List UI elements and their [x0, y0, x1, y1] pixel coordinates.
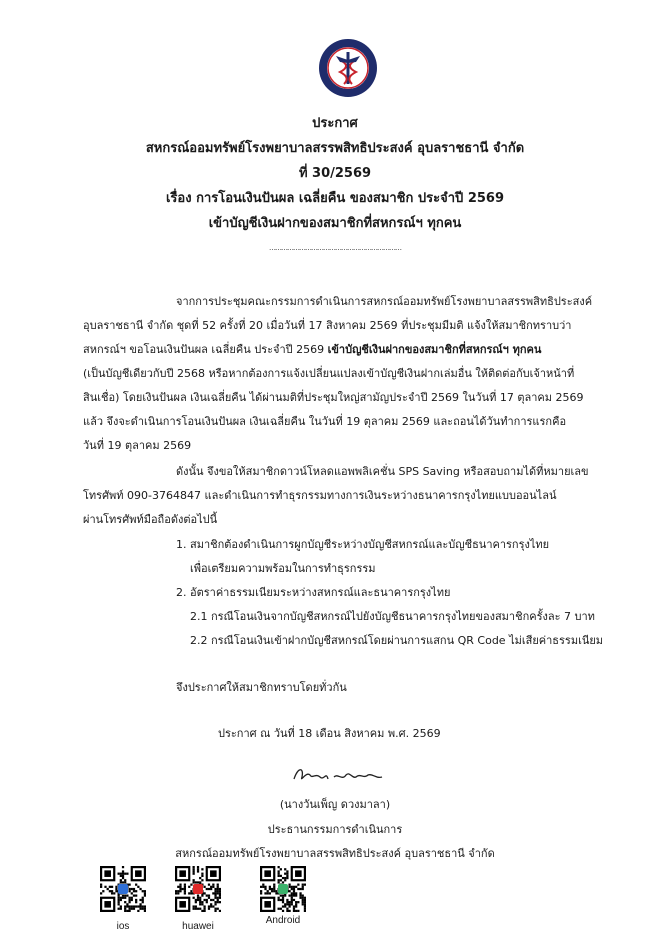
- list-item-2-2: 2.2 กรณีโอนเงินเข้าฝากบัญชีสหกรณ์โดยผ่านการแสกน QR Code ไม่เสียค่าธรรมเนียม: [190, 634, 604, 647]
- paragraph-1-line-3-bold: เข้าบัญชีเงินฝากของสมาชิกที่สหกรณ์ฯ ทุกคน: [327, 343, 542, 356]
- paragraph-1-line-6: แล้ว จึงจะดำเนินการโอนเงินปันผล เงินเฉลี่ยคืน ในวันที่ 19 ตุลาคม 2569 และถอนได้วันทำการแรกคือ: [83, 415, 567, 428]
- qr-label-android: Android: [265, 915, 301, 926]
- paragraph-1-line-5: สินเชื่อ) โดยเงินปันผล เงินเฉลี่ยคืน ได้ผ่านมติที่ประชุมใหญ่สามัญประจำปี 2569 ในวันที่ 17 ตุลาคม 2569: [83, 391, 584, 404]
- paragraph-1-line-2: อุบลราชธานี จำกัด ชุดที่ 52 ครั้งที่ 20 เมื่อวันที่ 17 สิงหาคม 2569 ที่ประชุมมีมติ แจ้งให้สมาชิกทราบว่า: [83, 319, 572, 332]
- qr-code-huawei[interactable]: [175, 866, 221, 912]
- closing-statement: จึงประกาศให้สมาชิกทราบโดยทั่วกัน: [176, 681, 347, 694]
- paragraph-1-line-1: จากการประชุมคณะกรรมการดำเนินการสหกรณ์ออมทรัพย์โรงพยาบาลสรรพสิทธิประสงค์: [176, 295, 593, 308]
- qr-label-huawei: huawei: [182, 921, 214, 932]
- signature: [290, 763, 390, 787]
- list-item-2: 2. อัตราค่าธรรมเนียมระหว่างสหกรณ์และธนาคารกรุงไทย: [176, 586, 451, 599]
- qr-pattern: [175, 866, 221, 912]
- announcement-subject-line2: เข้าบัญชีเงินฝากของสมาชิกที่สหกรณ์ฯ ทุกคน: [208, 216, 462, 231]
- paragraph-1-line-7: วันที่ 19 ตุลาคม 2569: [83, 439, 192, 452]
- signer-position: ประธานกรรมการดำเนินการ: [267, 823, 403, 836]
- paragraph-2-line-2: โทรศัพท์ 090-3764847 และดำเนินการทำธุรกรรมทางการเงินระหว่างธนาคารกรุงไทยแบบออนไลน์: [83, 489, 557, 502]
- qr-code-android[interactable]: [260, 866, 306, 912]
- paragraph-2-line-3: ผ่านโทรศัพท์มือถือดังต่อไปนี้: [83, 513, 218, 526]
- paragraph-1-line-3: [83, 340, 541, 358]
- list-item-1-line-2: เพื่อเตรียมความพร้อมในการทำธุรกรรม: [190, 562, 376, 575]
- qr-pattern: [260, 866, 306, 912]
- paragraph-2-line-1: ดังนั้น จึงขอให้สมาชิกดาวน์โหลดแอพพลิเคชั่น SPS Saving หรือสอบถามได้ที่หมายเลข: [176, 465, 589, 478]
- signer-name: (นางวันเพ็ญ ดวงมาลา): [279, 798, 391, 811]
- qr-label-ios: ios: [116, 921, 130, 932]
- divider: …………………………………………………………: [269, 244, 401, 252]
- app-badge-icon: [118, 884, 128, 894]
- announcement-date: ประกาศ ณ วันที่ 18 เดือน สิงหาคม พ.ศ. 2569: [218, 727, 441, 740]
- paragraph-1-line-4: (เป็นบัญชีเดียวกับปี 2568 หรือหากต้องการแจ้งเปลี่ยนแปลงเข้าบัญชีเงินฝากเล่มอื่น ให้ติดต่อกับเจ้าหน้าที่: [83, 367, 575, 380]
- app-badge-icon: [193, 884, 203, 894]
- qr-pattern: [100, 866, 146, 912]
- announcement-number: ที่ 30/2569: [298, 166, 372, 181]
- page-title: ประกาศ: [312, 116, 358, 131]
- app-badge-icon: [278, 884, 288, 894]
- organization-name: สหกรณ์ออมทรัพย์โรงพยาบาลสรรพสิทธิประสงค์ อุบลราชธานี จำกัด: [145, 141, 525, 156]
- list-item-1: 1. สมาชิกต้องดำเนินการผูกบัญชีระหว่างบัญชีสหกรณ์และบัญชีธนาคารกรุงไทย: [176, 538, 550, 551]
- cooperative-logo: [318, 38, 378, 98]
- signer-organization: สหกรณ์ออมทรัพย์โรงพยาบาลสรรพสิทธิประสงค์ อุบลราชธานี จำกัด: [175, 847, 495, 860]
- announcement-subject: เรื่อง การโอนเงินปันผล เฉลี่ยคืน ของสมาชิก ประจำปี 2569: [165, 191, 504, 206]
- paragraph-1-line-3-text: สหกรณ์ฯ ขอโอนเงินปันผล เฉลี่ยคืน ประจำปี 2569: [83, 343, 328, 356]
- qr-code-ios[interactable]: [100, 866, 146, 912]
- list-item-2-1: 2.1 กรณีโอนเงินจากบัญชีสหกรณ์ไปยังบัญชีธนาคารกรุงไทยของสมาชิกครั้งละ 7 บาท: [190, 610, 595, 623]
